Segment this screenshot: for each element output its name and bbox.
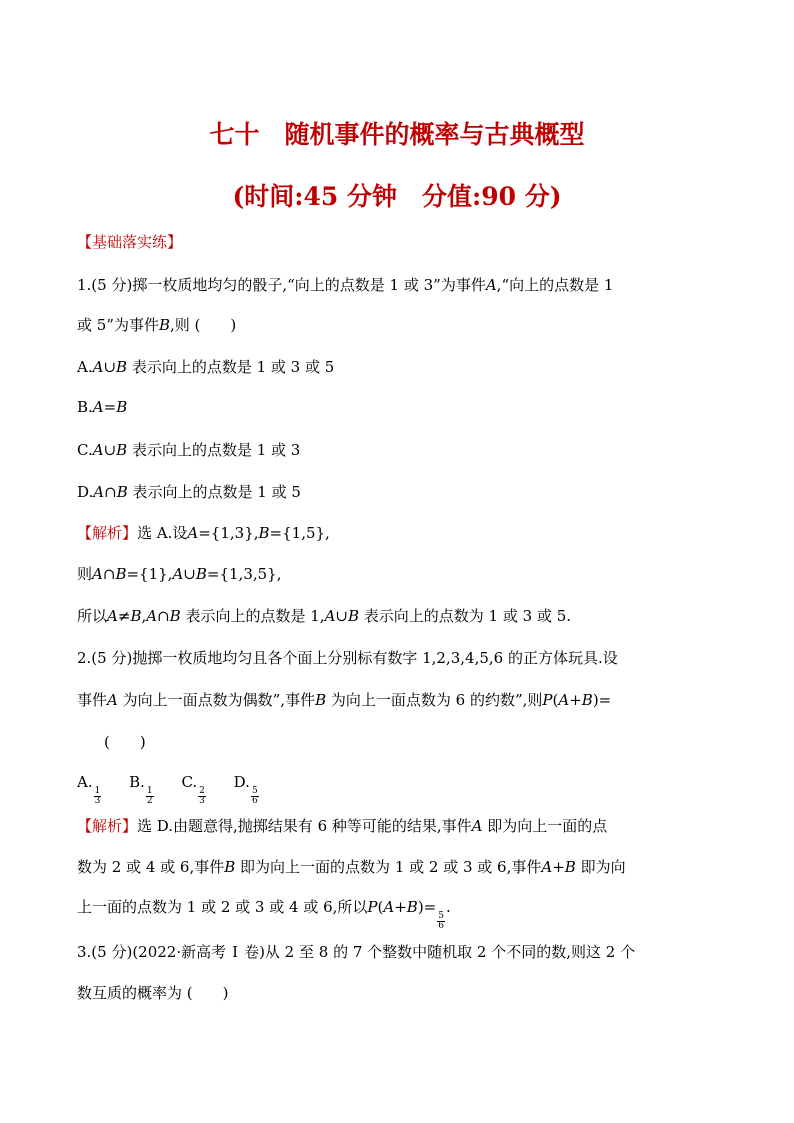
- q2-solution-line1: 【解析】选 D.由题意得,抛掷结果有 6 种等可能的结果,事件A 即为向上一面的点: [77, 817, 608, 835]
- q1-stem-line2: 或 5”为事件B,则 ( ): [77, 316, 237, 334]
- q2-solution-line2: 数为 2 或 4 或 6,事件B 即为向上一面的点数为 1 或 2 或 3 或 6,事件A+B 即为向: [77, 858, 626, 876]
- page-subtitle: (时间:45 分钟 分值:90 分): [232, 182, 562, 211]
- solution-tag: 【解析】: [77, 524, 138, 542]
- q2-option-b: B. $\frac{1}{2}$: [129, 773, 153, 806]
- q1-solution-line1: 【解析】选 A.设A={1,3},B={1,5},: [77, 524, 330, 542]
- q1-option-b: B.A=B: [77, 398, 128, 416]
- solution-tag: 【解析】: [77, 817, 138, 835]
- q1-option-c: C.A∪B 表示向上的点数是 1 或 3: [77, 441, 301, 459]
- q1-solution-line3: 所以A≠B,A∩B 表示向上的点数是 1,A∪B 表示向上的点数为 1 或 3 或 5.: [77, 607, 572, 625]
- q2-solution-line3: 上一面的点数为 1 或 2 或 3 或 4 或 6,所以P(A+B)= $\frac{5}{6}$ .: [77, 898, 451, 931]
- q2-option-c: C. $\frac{2}{3}$: [181, 773, 205, 806]
- q2-option-a: A. $\frac{1}{3}$: [77, 773, 101, 806]
- q2-stem-line1: 2.(5 分)抛掷一枚质地均匀且各个面上分别标有数字 1,2,3,4,5,6 的正方体玩具.设: [77, 649, 618, 667]
- section-heading: 【基础落实练】: [77, 233, 183, 251]
- q2-option-d: D. $\frac{5}{6}$: [233, 773, 258, 806]
- q2-stem-line2: 事件A 为向上一面点数为偶数”,事件B 为向上一面点数为 6 的约数”,则P(A+B)=: [77, 691, 612, 709]
- q1-stem-line1: 1.(5 分)掷一枚质地均匀的骰子,“向上的点数是 1 或 3”为事件A,“向上的点数是 1: [77, 276, 614, 294]
- q3-stem-line2: 数互质的概率为 ( ): [77, 984, 229, 1002]
- q3-stem-line1: 3.(5 分)(2022·新高考 Ⅰ 卷)从 2 至 8 的 7 个整数中随机取 2 个不同的数,则这 2 个: [77, 943, 636, 961]
- q2-answer-paren: ( ): [104, 733, 146, 751]
- q1-option-d: D.A∩B 表示向上的点数是 1 或 5: [77, 483, 301, 501]
- q1-option-a: A.A∪B 表示向上的点数是 1 或 3 或 5: [77, 358, 335, 376]
- q1-solution-line2: 则A∩B={1},A∪B={1,3,5},: [77, 565, 282, 583]
- q2-options: [77, 771, 722, 806]
- page-title: 七十 随机事件的概率与古典概型: [209, 120, 585, 149]
